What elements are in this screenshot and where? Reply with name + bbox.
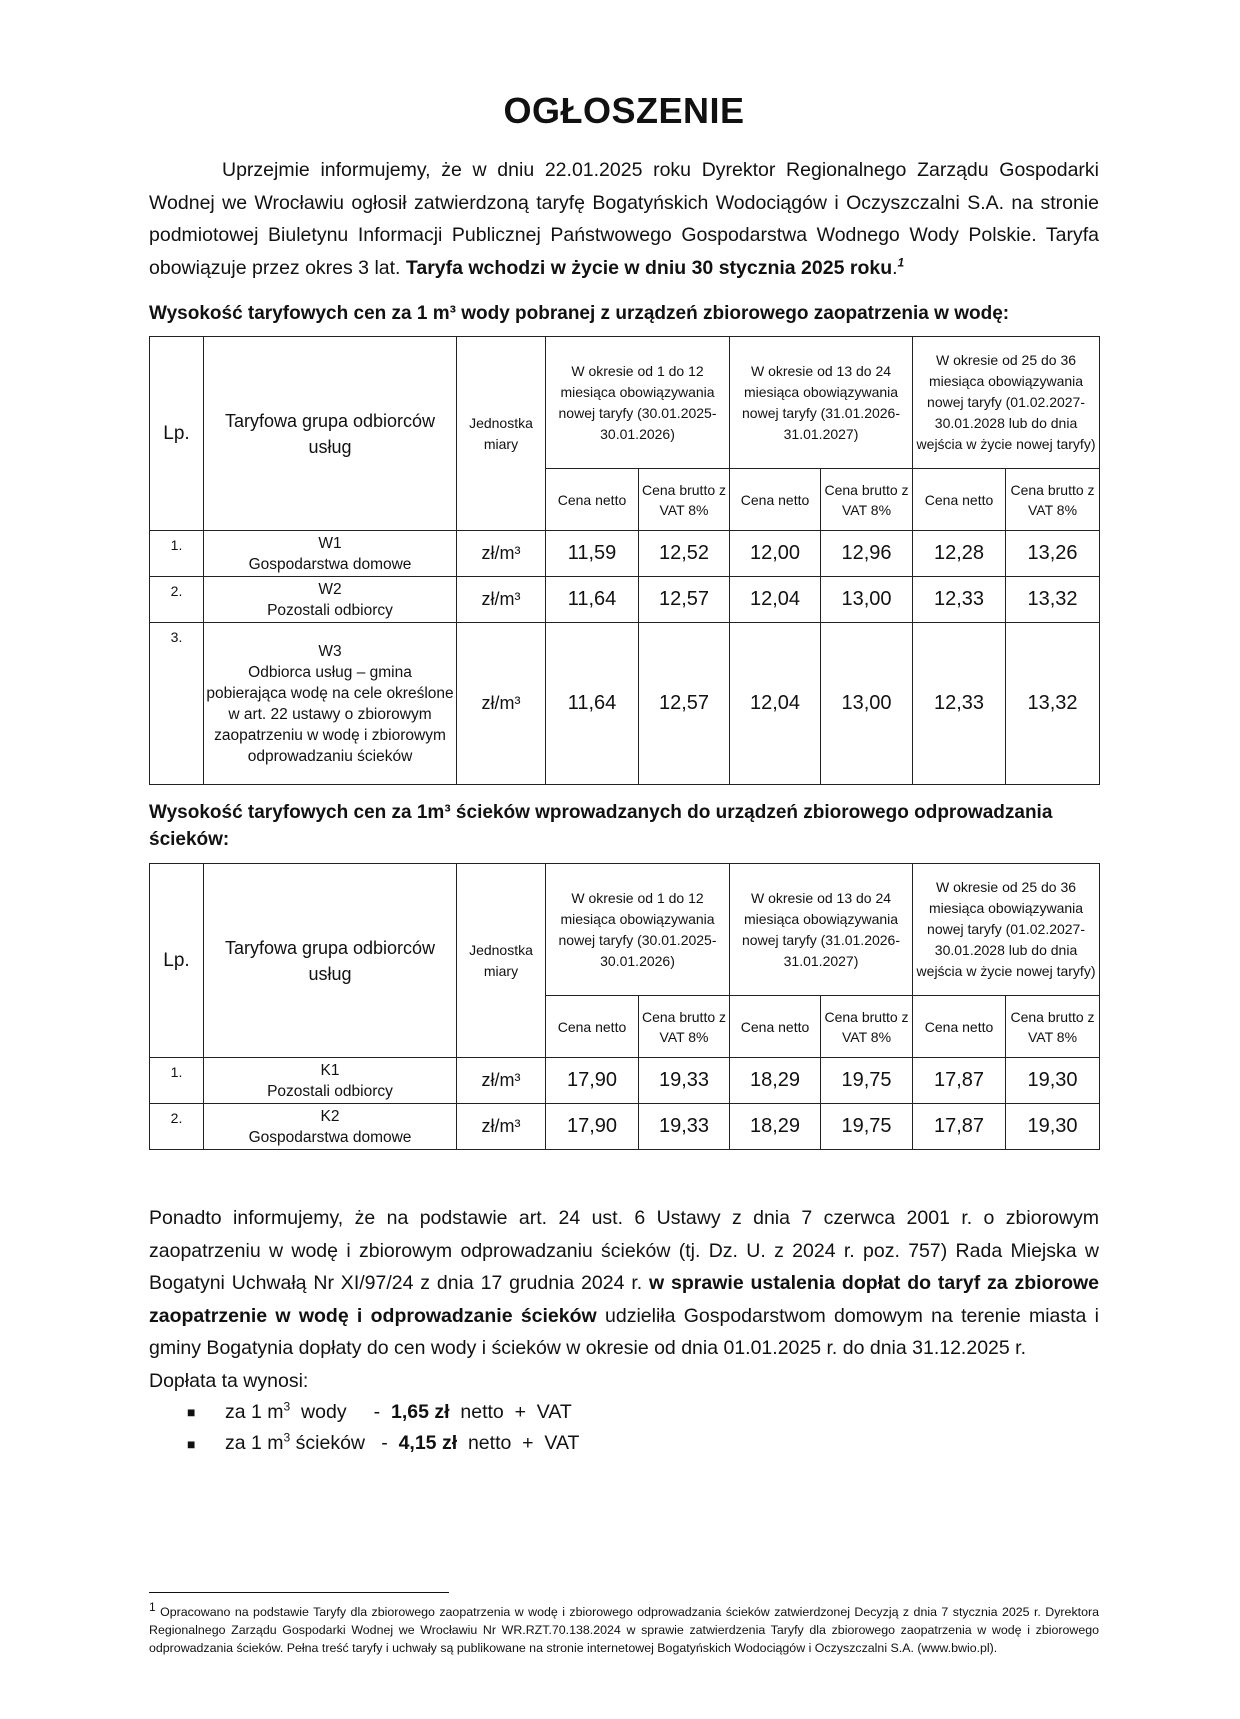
- footnote: [149, 1599, 1099, 1657]
- intro-bold-text: Taryfa wchodzi w życie w dniu 30 stycznia 2025 roku: [405, 256, 893, 279]
- sewage-section-heading: Wysokość taryfowych cen za 1m³ ścieków wprowadzanych do urządzeń zbiorowego odprowadzania ścieków:: [149, 802, 1053, 850]
- row-unit: zł/m³: [457, 577, 546, 623]
- period-3-header: W okresie od 25 do 36 miesiąca obowiązywania nowej taryfy (01.02.2027-30.01.2028 lub do dnia wejścia w życie nowej taryfy): [913, 337, 1100, 469]
- table-row: [150, 531, 1100, 577]
- price-cell: 11,64: [546, 577, 639, 623]
- row-group: [204, 1104, 457, 1150]
- subsidy-text: Ponadto informujemy, że na podstawie art. 24 ust. 6 Ustawy z dnia 7 czerwca 2001 r. o zbiorowym zaopatrzeniu w wodę i zbiorowym odprowadzaniu ścieków (tj. Dz. U. z 2024 r. poz. 757) Rada Miejska w Bogatyni Uchwałą Nr XI/97/24 z dnia 17 grudnia 2024 r.: [149, 1207, 1099, 1294]
- group-code: W1: [318, 534, 342, 552]
- price-cell: 13,32: [1006, 577, 1100, 623]
- item-suffix: netto + VAT: [457, 1432, 580, 1455]
- water-section-heading: Wysokość taryfowych cen za 1 m³ wody pobranej z urządzeń zbiorowego zaopatrzenia w wodę:: [149, 303, 1010, 324]
- price-cell: 19,75: [821, 1058, 913, 1104]
- row-group: [204, 1058, 457, 1104]
- price-cell: 17,87: [913, 1104, 1006, 1150]
- net-price-header: Cena netto: [546, 469, 639, 531]
- period-1-header: W okresie od 1 do 12 miesiąca obowiązywania nowej taryfy (30.01.2025-30.01.2026): [546, 337, 730, 469]
- group-name: Gospodarstwa domowe: [248, 1128, 412, 1146]
- group-name: Odbiorca usług – gmina pobierająca wodę na cele określone w art. 22 ustawy o zbiorowym zaopatrzeniu w wodę i zbiorowym odprowadzaniu ścieków: [206, 663, 454, 765]
- net-price-header: Cena netto: [730, 469, 821, 531]
- row-group: [204, 623, 457, 785]
- table-header-row: [150, 337, 1100, 469]
- price-cell: 19,75: [821, 1104, 913, 1150]
- price-cell: 18,29: [730, 1058, 821, 1104]
- price-cell: 11,59: [546, 531, 639, 577]
- gross-price-header: Cena brutto z VAT 8%: [821, 996, 913, 1058]
- period-2-header: W okresie od 13 do 24 miesiąca obowiązywania nowej taryfy (31.01.2026-31.01.2027): [730, 864, 913, 996]
- gross-price-header: Cena brutto z VAT 8%: [821, 469, 913, 531]
- table-row: [150, 577, 1100, 623]
- price-cell: 19,33: [639, 1104, 730, 1150]
- price-cell: 12,00: [730, 531, 821, 577]
- price-cell: 19,30: [1006, 1058, 1100, 1104]
- row-lp: 2.: [150, 577, 204, 623]
- price-cell: 13,00: [821, 577, 913, 623]
- period-2-header: W okresie od 13 do 24 miesiąca obowiązywania nowej taryfy (31.01.2026-31.01.2027): [730, 337, 913, 469]
- item-sup: 3: [283, 1399, 291, 1414]
- row-lp: 3.: [150, 623, 204, 785]
- price-cell: 12,52: [639, 531, 730, 577]
- price-cell: 11,64: [546, 623, 639, 785]
- item-sup: 3: [283, 1430, 291, 1445]
- price-cell: 12,04: [730, 577, 821, 623]
- footnote-separator: [149, 1592, 449, 1593]
- gross-price-header: Cena brutto z VAT 8%: [639, 996, 730, 1058]
- row-unit: zł/m³: [457, 1058, 546, 1104]
- group-name: Pozostali odbiorcy: [267, 601, 393, 619]
- group-header: Taryfowa grupa odbiorców usług: [204, 864, 457, 1058]
- square-bullet-icon: ■: [187, 1404, 196, 1421]
- unit-header: Jednostka miary: [457, 864, 546, 1058]
- price-cell: 19,33: [639, 1058, 730, 1104]
- group-code: K2: [320, 1107, 340, 1125]
- row-unit: zł/m³: [457, 531, 546, 577]
- intro-paragraph: [149, 154, 1099, 284]
- item-suffix: netto + VAT: [449, 1401, 572, 1423]
- item-pre: za 1 m: [225, 1401, 284, 1423]
- price-cell: 12,96: [821, 531, 913, 577]
- document-page: [149, 90, 1099, 1460]
- price-cell: 17,87: [913, 1058, 1006, 1104]
- lp-header: Lp.: [150, 864, 204, 1058]
- table-row: [150, 1058, 1100, 1104]
- row-lp: 2.: [150, 1104, 204, 1150]
- period-1-header: W okresie od 1 do 12 miesiąca obowiązywania nowej taryfy (30.01.2025-30.01.2026): [546, 864, 730, 996]
- table-row: [150, 623, 1100, 785]
- intro-text: Uprzejmie informujemy, że w dniu 22.01.2025 roku Dyrektor Regionalnego Zarządu Gospodarki Wodnej we Wrocławiu ogłosił zatwierdzoną taryfę Bogatyńskich Wodociągów i Oczyszczalni S.A. na stronie podmiotowej Biuletynu Informacji Publicznej Państwowego Gospodarstwa Wodnego Wody Polskie. Taryfa obowiązuje przez okres 3 lat.: [149, 159, 1099, 279]
- subsidy-text-end: udzieliła Gospodarstwom domowym na terenie miasta i gminy Bogatynia dopłaty do cen wody i ścieków w okresie od dnia 01.01.2025 r. do dnia 31.12.2025 r.: [149, 1304, 1100, 1359]
- price-cell: 17,90: [546, 1104, 639, 1150]
- price-cell: 13,32: [1006, 623, 1100, 785]
- group-header: Taryfowa grupa odbiorców usług: [204, 337, 457, 531]
- table-header-row: [150, 864, 1100, 996]
- footnote-text: Opracowano na podstawie Taryfy dla zbiorowego zaopatrzenia w wodę i zbiorowego odprowadzania ścieków zatwierdzonej Decyzją z dnia 7 stycznia 2025 r. Dyrektora Regionalnego Zarządu Gospodarki Wodnej we Wrocławiu Nr WR.RZT.70.138.2024 w sprawie zatwierdzenia Taryfy dla zbiorowego zaopatrzenia w wodę i zbiorowego odprowadzania ścieków. Pełna treść taryfy i uchwały są publikowane na stronie internetowej Bogatyńskich Wodociągów i Oczyszczalni S.A. (www.bwio.pl).: [149, 1605, 1099, 1655]
- unit-header: Jednostka miary: [457, 337, 546, 531]
- group-name: Pozostali odbiorcy: [267, 1082, 393, 1100]
- price-cell: 18,29: [730, 1104, 821, 1150]
- row-group: [204, 577, 457, 623]
- gross-price-header: Cena brutto z VAT 8%: [1006, 996, 1100, 1058]
- row-group: [204, 531, 457, 577]
- subsidy-label: Dopłata ta wynosi:: [149, 1369, 309, 1392]
- item-pre: za 1 m: [225, 1432, 284, 1455]
- group-code: W3: [318, 642, 342, 660]
- net-price-header: Cena netto: [913, 996, 1006, 1058]
- row-unit: zł/m³: [457, 623, 546, 785]
- group-name: Gospodarstwa domowe: [248, 555, 412, 573]
- water-tariff-table: [149, 336, 1100, 785]
- price-cell: 12,57: [639, 577, 730, 623]
- price-cell: 12,04: [730, 623, 821, 785]
- page-title: OGŁOSZENIE: [503, 90, 745, 131]
- group-code: W2: [318, 580, 342, 598]
- lp-header: Lp.: [150, 337, 204, 531]
- item-amount: 1,65 zł: [391, 1401, 450, 1423]
- row-lp: 1.: [150, 531, 204, 577]
- subsidy-bold-text: w sprawie ustalenia dopłat do taryf za zbiorowe zaopatrzenie w wodę i odprowadzanie ścieków: [149, 1272, 1099, 1327]
- net-price-header: Cena netto: [730, 996, 821, 1058]
- net-price-header: Cena netto: [913, 469, 1006, 531]
- period-3-header: W okresie od 25 do 36 miesiąca obowiązywania nowej taryfy (01.02.2027-30.01.2028 lub do dnia wejścia w życie nowej taryfy): [913, 864, 1100, 996]
- intro-period: .: [892, 256, 898, 279]
- net-price-header: Cena netto: [546, 996, 639, 1058]
- item-amount: 4,15 zł: [398, 1432, 458, 1455]
- list-item: [187, 1397, 1099, 1428]
- subsidy-list: [149, 1397, 1099, 1460]
- sewage-tariff-table: [149, 863, 1100, 1150]
- price-cell: 12,33: [913, 623, 1006, 785]
- gross-price-header: Cena brutto z VAT 8%: [1006, 469, 1100, 531]
- item-name: ścieków -: [290, 1432, 399, 1455]
- row-unit: zł/m³: [457, 1104, 546, 1150]
- footnote-ref: 1: [897, 255, 905, 269]
- group-code: K1: [320, 1061, 340, 1079]
- footnote-number: 1: [149, 1599, 156, 1614]
- row-lp: 1.: [150, 1058, 204, 1104]
- price-cell: 12,28: [913, 531, 1006, 577]
- item-name: wody -: [290, 1401, 391, 1423]
- subsidy-paragraph: [149, 1202, 1099, 1365]
- price-cell: 13,26: [1006, 531, 1100, 577]
- square-bullet-icon: ■: [187, 1435, 196, 1452]
- price-cell: 12,33: [913, 577, 1006, 623]
- gross-price-header: Cena brutto z VAT 8%: [639, 469, 730, 531]
- price-cell: 12,57: [639, 623, 730, 785]
- price-cell: 13,00: [821, 623, 913, 785]
- list-item: [187, 1428, 1099, 1459]
- price-cell: 19,30: [1006, 1104, 1100, 1150]
- table-row: [150, 1104, 1100, 1150]
- price-cell: 17,90: [546, 1058, 639, 1104]
